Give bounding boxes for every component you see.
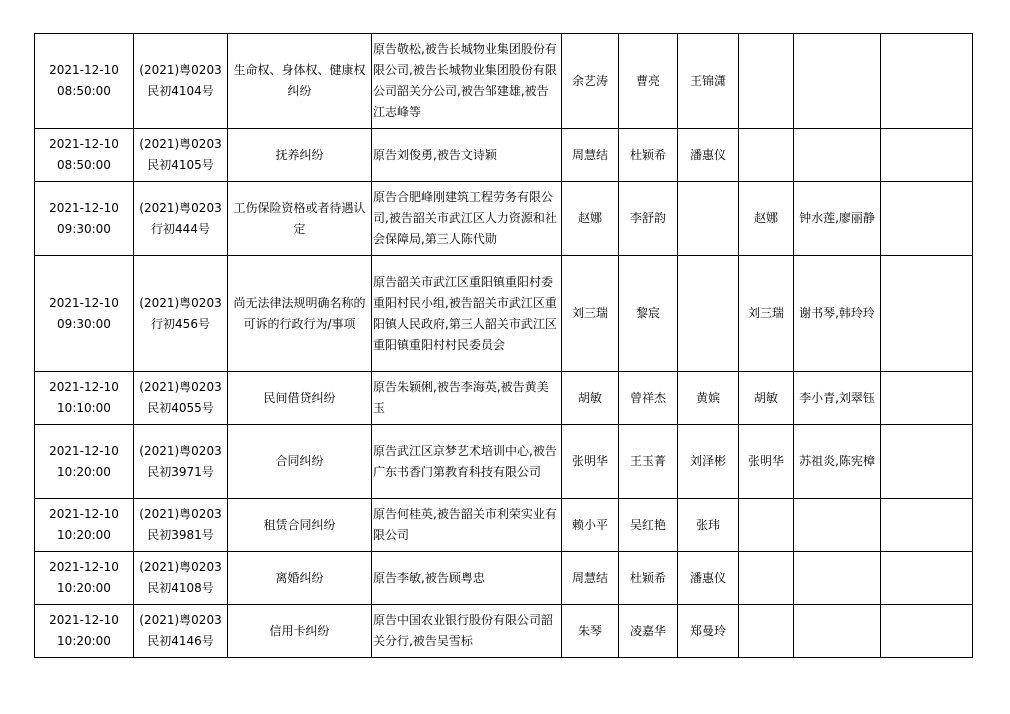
case-cause: 生命权、身体权、健康权纠纷 [228,34,372,129]
hearing-datetime [35,499,134,552]
table-row [35,182,973,256]
jurors-names [794,129,881,182]
case-number-prefix: (2021)粤0203 [139,560,222,574]
case-number [134,182,228,256]
hearing-time: 10:20:00 [57,581,111,595]
case-number-prefix: (2021)粤0203 [139,200,222,215]
case-number-suffix: 民初3981号 [147,528,214,542]
presiding-judge-name [739,129,794,182]
assistant-name [678,182,739,256]
case-cause: 抚养纠纷 [228,129,372,182]
presiding-judge-name [739,499,794,552]
judge-name: 刘三瑞 [562,256,619,372]
hearing-datetime [35,129,134,182]
case-number-prefix: (2021)粤0203 [139,380,222,394]
case-number-suffix: 民初4055号 [147,401,214,415]
case-number [134,256,228,372]
jurors-names [794,605,881,658]
hearing-date: 2021-12-10 [49,560,119,574]
jurors-names: 李小青,刘翠钰 [794,372,881,425]
assistant-name: 潘惠仪 [678,129,739,182]
hearing-date: 2021-12-10 [49,380,119,394]
case-number-prefix: (2021)粤0203 [139,295,222,310]
judge-name: 朱琴 [562,605,619,658]
judge-name: 周慧结 [562,129,619,182]
table-row [35,425,973,499]
jurors-names [794,552,881,605]
case-cause: 民间借贷纠纷 [228,372,372,425]
hearing-time: 08:50:00 [57,158,111,172]
assistant-name: 黄嫔 [678,372,739,425]
empty-cell [881,552,973,605]
case-number [134,605,228,658]
clerk-name: 李舒韵 [619,182,678,256]
case-parties: 原告刘俊勇,被告文诗颖 [372,129,562,182]
hearing-date: 2021-12-10 [49,137,119,151]
case-cause: 租赁合同纠纷 [228,499,372,552]
table-row [35,499,973,552]
hearing-datetime [35,34,134,129]
case-number-suffix: 行初456号 [151,316,210,331]
hearing-datetime [35,605,134,658]
case-number-prefix: (2021)粤0203 [139,63,222,77]
assistant-name: 潘惠仪 [678,552,739,605]
assistant-name: 王锦潇 [678,34,739,129]
clerk-name: 黎宸 [619,256,678,372]
case-number-suffix: 民初4105号 [147,158,214,172]
hearing-time: 10:20:00 [57,634,111,648]
hearing-time: 08:50:00 [57,84,111,98]
hearing-datetime [35,256,134,372]
hearing-date: 2021-12-10 [49,63,119,77]
case-cause: 合同纠纷 [228,425,372,499]
case-parties: 原告韶关市武江区重阳镇重阳村委重阳村民小组,被告韶关市武江区重阳镇人民政府,第三人韶关市武江区重阳镇重阳村村民委员会 [372,256,562,372]
table-row [35,256,973,372]
clerk-name: 王玉菁 [619,425,678,499]
case-parties: 原告武江区京梦艺术培训中心,被告广东书香门第教育科技有限公司 [372,425,562,499]
schedule-body [35,34,973,658]
hearing-time: 10:20:00 [57,464,111,479]
clerk-name: 曹亮 [619,34,678,129]
jurors-names: 谢书琴,韩玲玲 [794,256,881,372]
case-parties: 原告合肥峰刚建筑工程劳务有限公司,被告韶关市武江区人力资源和社会保障局,第三人陈代勋 [372,182,562,256]
presiding-judge-name [739,605,794,658]
judge-name: 赵娜 [562,182,619,256]
hearing-datetime [35,372,134,425]
presiding-judge-name: 胡敏 [739,372,794,425]
clerk-name: 吴红艳 [619,499,678,552]
case-number-suffix: 民初3971号 [147,464,214,479]
case-number [134,372,228,425]
judge-name: 余艺涛 [562,34,619,129]
empty-cell [881,34,973,129]
hearing-date: 2021-12-10 [49,613,119,627]
case-parties: 原告敬松,被告长城物业集团股份有限公司,被告长城物业集团股份有限公司韶关分公司,被告邹建雄,被告江志峰等 [372,34,562,129]
hearing-datetime [35,182,134,256]
empty-cell [881,425,973,499]
case-parties: 原告何桂英,被告韶关市利荣实业有限公司 [372,499,562,552]
case-cause: 工伤保险资格或者待遇认定 [228,182,372,256]
case-number-suffix: 民初4108号 [147,581,214,595]
presiding-judge-name: 刘三瑞 [739,256,794,372]
table-row [35,372,973,425]
empty-cell [881,256,973,372]
hearing-date: 2021-12-10 [49,200,119,215]
case-number [134,552,228,605]
clerk-name: 曾祥杰 [619,372,678,425]
judge-name: 胡敏 [562,372,619,425]
assistant-name: 郑曼玲 [678,605,739,658]
case-number-prefix: (2021)粤0203 [139,443,222,458]
empty-cell [881,129,973,182]
table-row [35,129,973,182]
assistant-name [678,256,739,372]
empty-cell [881,182,973,256]
case-cause: 离婚纠纷 [228,552,372,605]
case-parties: 原告中国农业银行股份有限公司韶关分行,被告吴雪标 [372,605,562,658]
hearing-time: 10:10:00 [57,401,111,415]
clerk-name: 杜颖希 [619,552,678,605]
judge-name: 张明华 [562,425,619,499]
empty-cell [881,605,973,658]
hearing-datetime [35,552,134,605]
presiding-judge-name: 赵娜 [739,182,794,256]
case-number [134,34,228,129]
jurors-names [794,34,881,129]
case-number-suffix: 民初4104号 [147,84,214,98]
hearing-schedule-table [34,33,973,658]
case-number [134,129,228,182]
case-parties: 原告李敏,被告顾粤忠 [372,552,562,605]
clerk-name: 凌嘉华 [619,605,678,658]
hearing-date: 2021-12-10 [49,443,119,458]
empty-cell [881,499,973,552]
case-number-prefix: (2021)粤0203 [139,613,222,627]
judge-name: 赖小平 [562,499,619,552]
table-row [35,552,973,605]
hearing-date: 2021-12-10 [49,507,119,521]
table-row [35,34,973,129]
assistant-name: 刘泽彬 [678,425,739,499]
case-parties: 原告朱颖俐,被告李海英,被告黄美玉 [372,372,562,425]
presiding-judge-name: 张明华 [739,425,794,499]
jurors-names: 钟水莲,廖丽静 [794,182,881,256]
empty-cell [881,372,973,425]
case-number-prefix: (2021)粤0203 [139,507,222,521]
case-number-prefix: (2021)粤0203 [139,137,222,151]
case-number-suffix: 行初444号 [151,221,210,236]
case-number [134,499,228,552]
case-number [134,425,228,499]
hearing-time: 09:30:00 [57,221,111,236]
jurors-names: 苏祖炎,陈宪樟 [794,425,881,499]
clerk-name: 杜颖希 [619,129,678,182]
judge-name: 周慧结 [562,552,619,605]
case-cause: 信用卡纠纷 [228,605,372,658]
table-row [35,605,973,658]
hearing-time: 10:20:00 [57,528,111,542]
jurors-names [794,499,881,552]
hearing-date: 2021-12-10 [49,295,119,310]
hearing-datetime [35,425,134,499]
case-number-suffix: 民初4146号 [147,634,214,648]
presiding-judge-name [739,552,794,605]
hearing-time: 09:30:00 [57,316,111,331]
case-cause: 尚无法律法规明确名称的可诉的行政行为/事项 [228,256,372,372]
presiding-judge-name [739,34,794,129]
assistant-name: 张玮 [678,499,739,552]
